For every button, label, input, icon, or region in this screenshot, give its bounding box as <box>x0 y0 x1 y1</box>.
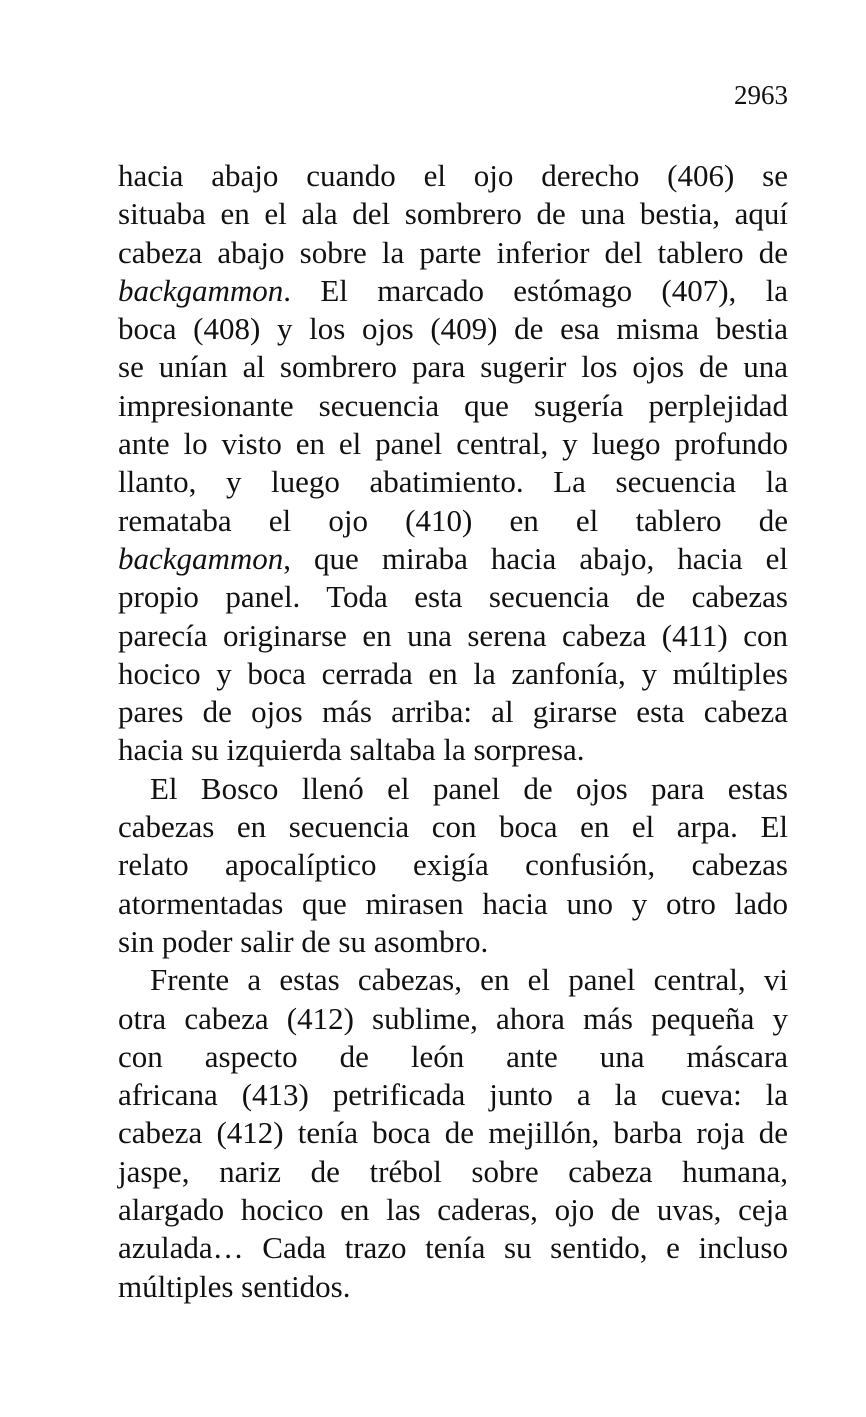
text-line: múltiples sentidos. <box>118 1268 351 1304</box>
text-line: pares de ojos más arriba: al girarse esta cabeza <box>118 694 788 730</box>
text-line: boca (408) y los ojos (409) de esa misma bestia <box>118 311 788 347</box>
text-line: alargado hocico en las caderas, ojo de uvas, ceja <box>118 1192 788 1228</box>
text-line <box>118 272 788 310</box>
paragraph-2 <box>118 770 788 961</box>
text-line: El Bosco llenó el panel de ojos para estas <box>150 770 788 806</box>
text-line: atormentadas que mirasen hacia uno y otro lado <box>118 885 788 921</box>
page-number: 2963 <box>734 80 788 110</box>
text-line: ante lo visto en el panel central, y luego profundo <box>118 426 788 462</box>
paragraph-1 <box>118 157 788 770</box>
text-line: cabezas en secuencia con boca en el arpa. El <box>118 809 788 845</box>
text-line: situaba en el ala del sombrero de una bestia, aquí <box>118 196 788 232</box>
text-line: cabeza (412) tenía boca de mejillón, barba roja de <box>118 1115 788 1151</box>
text-line: otra cabeza (412) sublime, ahora más pequeña y <box>118 1000 788 1036</box>
text-line: cabeza abajo sobre la parte inferior del tablero de <box>118 234 788 270</box>
text-line: parecía originarse en una serena cabeza (411) con <box>118 617 788 653</box>
text-line: llanto, y luego abatimiento. La secuencia la <box>118 464 788 500</box>
text-line <box>118 540 788 578</box>
text-line: impresionante secuencia que sugería perplejidad <box>118 387 788 423</box>
text-line: africana (413) petrificada junto a la cueva: la <box>118 1077 788 1113</box>
text-line-rest: , que miraba hacia abajo, hacia el <box>283 540 788 576</box>
text-line: propio panel. Toda esta secuencia de cabezas <box>118 579 788 615</box>
italic-term: backgammon <box>118 272 284 308</box>
text-line: Frente a estas cabezas, en el panel central, vi <box>150 962 788 998</box>
text-line: se unían al sombrero para sugerir los ojos de una <box>118 349 788 385</box>
text-line: azulada… Cada trazo tenía su sentido, e incluso <box>118 1230 788 1266</box>
paragraph-3 <box>118 961 788 1306</box>
text-line: hocico y boca cerrada en la zanfonía, y múltiples <box>118 655 788 691</box>
text-line: remataba el ojo (410) en el tablero de <box>118 502 788 538</box>
text-line: hacia su izquierda saltaba la sorpresa. <box>118 732 585 768</box>
body-text <box>118 157 788 1306</box>
text-line: jaspe, nariz de trébol sobre cabeza humana, <box>118 1153 788 1189</box>
text-line: relato apocalíptico exigía confusión, cabezas <box>118 847 788 883</box>
text-line: con aspecto de león ante una máscara <box>118 1038 788 1074</box>
text-line: sin poder salir de su asombro. <box>118 923 489 959</box>
text-line: hacia abajo cuando el ojo derecho (406) se <box>118 158 788 193</box>
text-line-rest: . El marcado estómago (407), la <box>283 272 788 308</box>
italic-term: backgammon <box>118 540 284 576</box>
